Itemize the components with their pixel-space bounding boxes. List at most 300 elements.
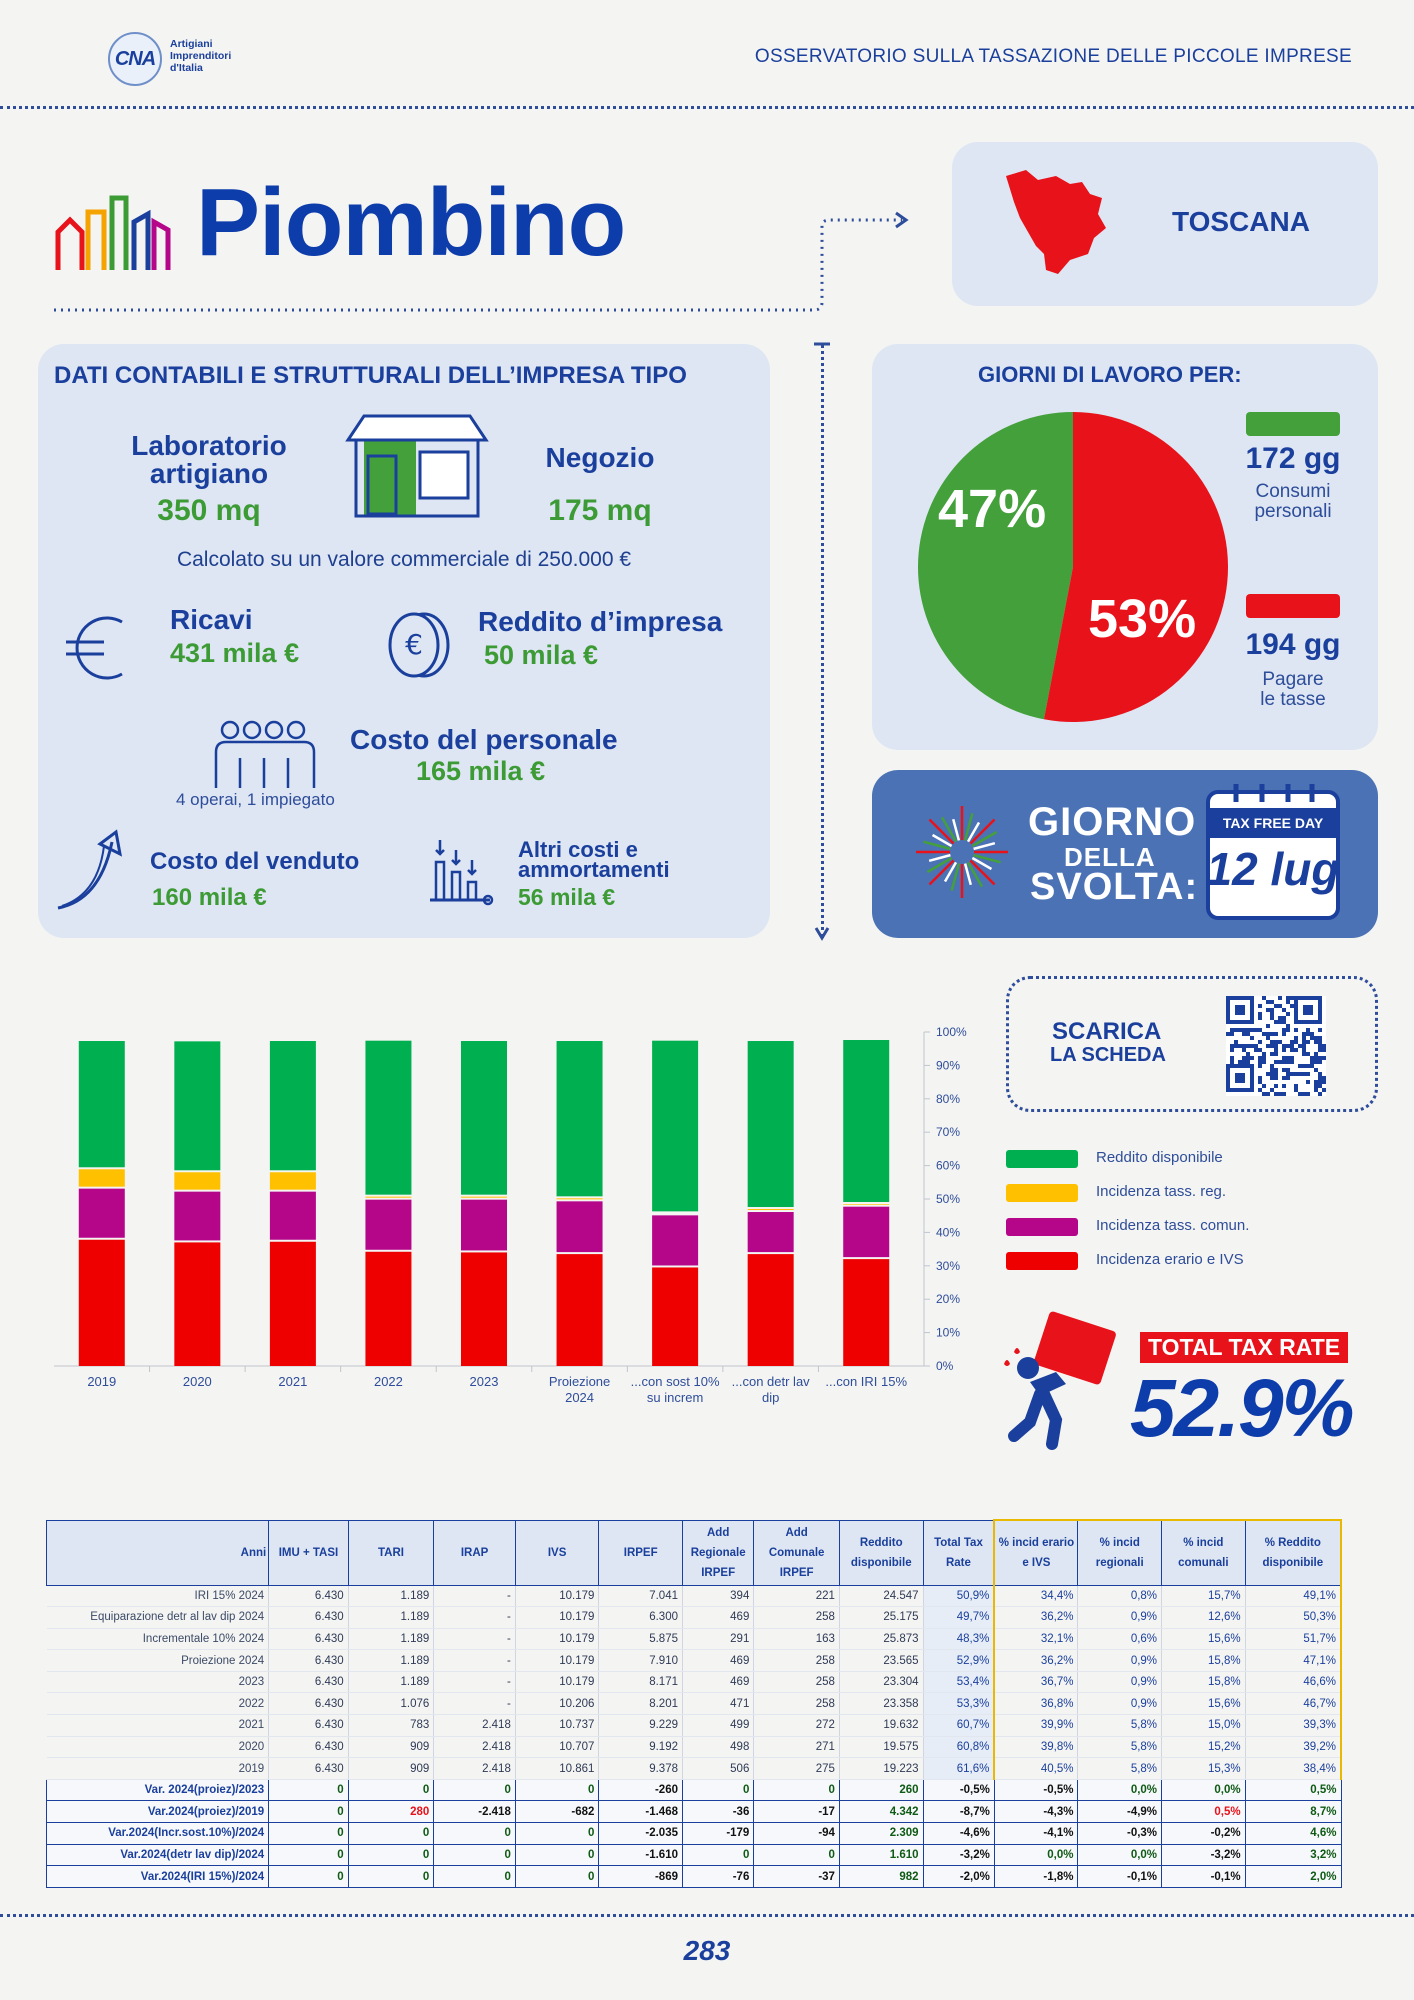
qr-module xyxy=(1226,1032,1230,1036)
table-cell: - xyxy=(434,1585,516,1607)
table-cell: 2021 xyxy=(47,1715,269,1737)
svg-text:€: € xyxy=(405,628,423,661)
qr-module xyxy=(1270,1068,1274,1072)
table-cell: 0 xyxy=(434,1866,516,1888)
table-cell: 53,3% xyxy=(923,1693,994,1715)
qr-finder-center xyxy=(1235,1073,1245,1083)
qr-module xyxy=(1242,1044,1246,1048)
qr-module xyxy=(1230,1060,1234,1064)
table-cell: 0 xyxy=(348,1844,434,1866)
qr-module xyxy=(1270,1088,1274,1092)
qr-module xyxy=(1258,1012,1262,1016)
logo-subtitle-line: Imprenditori xyxy=(170,50,232,62)
qr-module xyxy=(1278,1040,1282,1044)
y-tick-label: 0% xyxy=(936,1359,954,1373)
table-cell: 15,6% xyxy=(1162,1628,1246,1650)
bar-segment xyxy=(365,1041,411,1195)
qr-module xyxy=(1278,996,1282,1000)
table-cell: 0 xyxy=(269,1801,349,1823)
table-header-cell: % incid erario e IVS xyxy=(994,1520,1078,1585)
qr-module xyxy=(1278,1092,1282,1096)
qr-module xyxy=(1314,1084,1318,1088)
pie-green-percent: 47% xyxy=(938,479,1047,539)
table-cell: 38,4% xyxy=(1245,1758,1341,1780)
qr-module xyxy=(1238,1044,1242,1048)
y-tick-label: 80% xyxy=(936,1091,961,1106)
qr-module xyxy=(1278,1016,1282,1020)
qr-module xyxy=(1298,1072,1302,1076)
qr-module xyxy=(1242,1028,1246,1032)
bar-segment xyxy=(79,1169,125,1186)
table-cell: 469 xyxy=(683,1671,754,1693)
qr-code-icon[interactable] xyxy=(1226,996,1326,1096)
table-header-cell: Total Tax Rate xyxy=(923,1520,994,1585)
table-cell: 15,7% xyxy=(1162,1585,1246,1607)
table-cell: -2,0% xyxy=(923,1866,994,1888)
qr-module xyxy=(1266,1044,1270,1048)
legend-label: Incidenza tass. comun. xyxy=(1096,1217,1250,1234)
table-cell: 61,6% xyxy=(923,1758,994,1780)
qr-module xyxy=(1318,1060,1322,1064)
qr-module xyxy=(1238,1028,1242,1032)
qr-module xyxy=(1322,1056,1326,1060)
table-header-cell: Anni xyxy=(47,1520,269,1585)
table-cell: -0,5% xyxy=(923,1779,994,1801)
logo-subtitle-line: Artigiani xyxy=(170,38,213,50)
qr-module xyxy=(1230,1028,1234,1032)
table-cell: 0,5% xyxy=(1245,1779,1341,1801)
table-cell: -179 xyxy=(683,1823,754,1845)
bar-segment xyxy=(843,1207,889,1257)
table-cell: 6.300 xyxy=(599,1607,683,1629)
qr-module xyxy=(1270,1076,1274,1080)
qr-module xyxy=(1294,1040,1298,1044)
qr-module xyxy=(1246,1044,1250,1048)
bar-segment xyxy=(461,1041,507,1195)
bar-segment xyxy=(461,1200,507,1251)
table-cell: 2.418 xyxy=(434,1715,516,1737)
bar-segment xyxy=(461,1197,507,1198)
qr-module xyxy=(1294,1072,1298,1076)
y-tick-label: 60% xyxy=(936,1158,961,1173)
table-variation-row xyxy=(47,1823,1342,1845)
table-cell: 280 xyxy=(348,1801,434,1823)
qr-module xyxy=(1258,1040,1262,1044)
table-cell: Equiparazione detr al lav dip 2024 xyxy=(47,1607,269,1629)
shop-building-icon xyxy=(344,412,490,520)
red-days-label-line: le tasse xyxy=(1260,689,1326,710)
table-cell: 0,0% xyxy=(994,1844,1078,1866)
table-cell: 6.430 xyxy=(269,1736,349,1758)
qr-module xyxy=(1266,1092,1270,1096)
table-cell: -260 xyxy=(599,1779,683,1801)
table-cell: 4.342 xyxy=(839,1801,923,1823)
qr-module xyxy=(1302,1032,1306,1036)
table-cell: 0 xyxy=(434,1779,516,1801)
bar-segment xyxy=(174,1242,220,1366)
table-variation-row xyxy=(47,1779,1342,1801)
table-cell: 15,8% xyxy=(1162,1671,1246,1693)
qr-module xyxy=(1246,1056,1250,1060)
download-label-2: LA SCHEDA xyxy=(1050,1044,1166,1066)
table-header-cell: IRAP xyxy=(434,1520,516,1585)
qr-module xyxy=(1318,1084,1322,1088)
qr-module xyxy=(1258,1064,1262,1068)
legend-swatch xyxy=(1006,1184,1078,1202)
other-costs-label-line: Altri costi e xyxy=(518,837,638,862)
table-cell: 19.632 xyxy=(839,1715,923,1737)
table-header-cell: IMU + TASI xyxy=(269,1520,349,1585)
qr-module xyxy=(1318,1044,1322,1048)
table-cell: -869 xyxy=(599,1866,683,1888)
table-cell: 2.309 xyxy=(839,1823,923,1845)
qr-module xyxy=(1266,1032,1270,1036)
table-cell: 46,6% xyxy=(1245,1671,1341,1693)
qr-module xyxy=(1306,1032,1310,1036)
table-cell: 258 xyxy=(754,1650,840,1672)
qr-module xyxy=(1322,1080,1326,1084)
work-days-title: GIORNI DI LAVORO PER: xyxy=(978,362,1242,387)
bar-segment xyxy=(365,1252,411,1366)
table-cell: 0,5% xyxy=(1162,1801,1246,1823)
qr-module xyxy=(1302,1052,1306,1056)
red-swatch xyxy=(1246,594,1340,618)
table-cell: 0 xyxy=(683,1844,754,1866)
table-cell: 10.179 xyxy=(515,1650,599,1672)
table-cell: 12,6% xyxy=(1162,1607,1246,1629)
table-cell: 8,7% xyxy=(1245,1801,1341,1823)
other-costs-label-line: ammortamenti xyxy=(518,857,670,882)
euro-coin-icon xyxy=(384,610,450,680)
qr-module xyxy=(1286,1076,1290,1080)
legend-swatch xyxy=(1006,1252,1078,1270)
table-cell: 36,2% xyxy=(994,1607,1078,1629)
income-value: 50 mila € xyxy=(484,640,599,670)
qr-module xyxy=(1270,1000,1274,1004)
bar-segment xyxy=(461,1252,507,1366)
table-cell: Var.2024(proiez)/2019 xyxy=(47,1801,269,1823)
qr-module xyxy=(1282,1028,1286,1032)
qr-module xyxy=(1230,1032,1234,1036)
table-cell: 15,3% xyxy=(1162,1758,1246,1780)
table-variation-row xyxy=(47,1844,1342,1866)
qr-module xyxy=(1266,1036,1270,1040)
qr-module xyxy=(1282,1048,1286,1052)
table-cell: 10.707 xyxy=(515,1736,599,1758)
table-row xyxy=(47,1758,1342,1780)
table-cell: -17 xyxy=(754,1801,840,1823)
qr-module xyxy=(1286,1060,1290,1064)
qr-module xyxy=(1282,1084,1286,1088)
table-cell: IRI 15% 2024 xyxy=(47,1585,269,1607)
qr-module xyxy=(1246,1060,1250,1064)
table-variation-row xyxy=(47,1866,1342,1888)
total-tax-rate-value: 52.9% xyxy=(1130,1363,1353,1454)
table-cell: 7.910 xyxy=(599,1650,683,1672)
bar-segment xyxy=(843,1204,889,1205)
qr-module xyxy=(1278,1060,1282,1064)
table-row xyxy=(47,1693,1342,1715)
bar-segment xyxy=(557,1198,603,1199)
qr-module xyxy=(1270,1040,1274,1044)
qr-module xyxy=(1262,1032,1266,1036)
x-tick-label: su increm xyxy=(646,1390,704,1405)
table-cell: 0 xyxy=(348,1866,434,1888)
other-costs-label xyxy=(518,837,670,882)
qr-module xyxy=(1314,1056,1318,1060)
qr-module xyxy=(1278,1004,1282,1008)
x-tick-label: 2024 xyxy=(565,1390,595,1405)
vertical-divider-caps xyxy=(812,340,832,944)
table-cell: - xyxy=(434,1693,516,1715)
table-cell: 2.418 xyxy=(434,1736,516,1758)
lab-value: 350 mq xyxy=(157,494,261,527)
costs-chart-icon xyxy=(426,836,496,906)
table-cell: 40,5% xyxy=(994,1758,1078,1780)
table-cell: 60,8% xyxy=(923,1736,994,1758)
table-cell: 10.861 xyxy=(515,1758,599,1780)
qr-module xyxy=(1274,1084,1278,1088)
table-cell: -4,6% xyxy=(923,1823,994,1845)
qr-module xyxy=(1286,1068,1290,1072)
table-cell: 0,6% xyxy=(1078,1628,1162,1650)
table-cell: 7.041 xyxy=(599,1585,683,1607)
lab-label-line: artigiano xyxy=(149,458,269,489)
table-cell: 982 xyxy=(839,1866,923,1888)
qr-module xyxy=(1274,1060,1278,1064)
table-cell: 498 xyxy=(683,1736,754,1758)
table-cell: 9.192 xyxy=(599,1736,683,1758)
qr-module xyxy=(1286,1000,1290,1004)
table-cell: Incrementale 10% 2024 xyxy=(47,1628,269,1650)
qr-module xyxy=(1274,1072,1278,1076)
qr-module xyxy=(1274,1092,1278,1096)
table-cell: 0 xyxy=(269,1844,349,1866)
qr-module xyxy=(1266,1024,1270,1028)
qr-module xyxy=(1314,1060,1318,1064)
qr-module xyxy=(1314,1036,1318,1040)
qr-module xyxy=(1310,1064,1314,1068)
total-tax-rate-label: TOTAL TAX RATE xyxy=(1140,1332,1348,1363)
bar-segment xyxy=(270,1041,316,1170)
qr-module xyxy=(1274,1052,1278,1056)
table-cell: 15,0% xyxy=(1162,1715,1246,1737)
bar-segment xyxy=(174,1172,220,1189)
legend-label: Reddito disponibile xyxy=(1096,1149,1223,1166)
table-cell: Var.2024(IRI 15%)/2024 xyxy=(47,1866,269,1888)
table-variation-row xyxy=(47,1801,1342,1823)
lab-label xyxy=(104,432,314,488)
table-cell: 1.076 xyxy=(348,1693,434,1715)
table-cell: 271 xyxy=(754,1736,840,1758)
table-header-cell: TARI xyxy=(348,1520,434,1585)
qr-module xyxy=(1282,1016,1286,1020)
table-row xyxy=(47,1736,1342,1758)
y-tick-label: 30% xyxy=(936,1258,961,1273)
qr-module xyxy=(1274,1032,1278,1036)
staff-value: 165 mila € xyxy=(416,756,546,786)
table-cell: 10.179 xyxy=(515,1607,599,1629)
table-header-cell: IRPEF xyxy=(599,1520,683,1585)
staff-people-icon xyxy=(212,718,320,790)
x-tick-label: 2023 xyxy=(469,1374,499,1389)
calendar-rings xyxy=(1226,782,1322,804)
table-cell: Proiezione 2024 xyxy=(47,1650,269,1672)
table-cell: 9.378 xyxy=(599,1758,683,1780)
table-cell: 260 xyxy=(839,1779,923,1801)
legend-label: Incidenza tass. reg. xyxy=(1096,1183,1227,1200)
bar-segment xyxy=(79,1189,125,1238)
x-tick-label: 2020 xyxy=(182,1374,212,1389)
qr-module xyxy=(1270,1032,1274,1036)
bar-segment xyxy=(843,1040,889,1202)
table-cell: 36,2% xyxy=(994,1650,1078,1672)
qr-module xyxy=(1270,1064,1274,1068)
tax-free-day-word-3: SVOLTA: xyxy=(1030,866,1199,908)
qr-module xyxy=(1266,1000,1270,1004)
table-cell: 272 xyxy=(754,1715,840,1737)
x-tick-label: dip xyxy=(761,1390,780,1405)
table-cell: 1.189 xyxy=(348,1650,434,1672)
table-cell: - xyxy=(434,1650,516,1672)
table-header-cell: % Reddito disponibile xyxy=(1245,1520,1341,1585)
table-cell: 15,6% xyxy=(1162,1693,1246,1715)
table-row xyxy=(47,1715,1342,1737)
qr-module xyxy=(1266,1072,1270,1076)
qr-module xyxy=(1242,1032,1246,1036)
qr-module xyxy=(1250,1056,1254,1060)
bar-segment xyxy=(748,1212,794,1252)
table-cell: 15,2% xyxy=(1162,1736,1246,1758)
qr-finder-center xyxy=(1303,1005,1313,1015)
legend-swatch xyxy=(1006,1218,1078,1236)
table-cell: 1.189 xyxy=(348,1671,434,1693)
staff-note: 4 operai, 1 impiegato xyxy=(176,790,335,809)
table-cell: -36 xyxy=(683,1801,754,1823)
table-cell: -0,5% xyxy=(994,1779,1078,1801)
qr-module xyxy=(1314,1088,1318,1092)
table-cell: 23.304 xyxy=(839,1671,923,1693)
green-days-label xyxy=(1226,482,1360,522)
table-cell: 23.358 xyxy=(839,1693,923,1715)
table-header-cell: Add Regionale IRPEF xyxy=(683,1520,754,1585)
table-cell: 52,9% xyxy=(923,1650,994,1672)
qr-module xyxy=(1230,1048,1234,1052)
qr-module xyxy=(1274,1076,1278,1080)
qr-module xyxy=(1242,1060,1246,1064)
table-cell: 48,3% xyxy=(923,1628,994,1650)
x-tick-label: ...con IRI 15% xyxy=(825,1374,908,1389)
qr-module xyxy=(1306,1092,1310,1096)
bar-segment xyxy=(79,1041,125,1167)
table-cell: 0 xyxy=(515,1844,599,1866)
table-cell: 24.547 xyxy=(839,1585,923,1607)
table-cell: 6.430 xyxy=(269,1628,349,1650)
bar-segment xyxy=(557,1201,603,1252)
table-cell: 0 xyxy=(434,1823,516,1845)
table-cell: 258 xyxy=(754,1671,840,1693)
qr-module xyxy=(1302,1040,1306,1044)
table-row xyxy=(47,1628,1342,1650)
qr-module xyxy=(1290,1048,1294,1052)
cogs-value: 160 mila € xyxy=(152,884,267,911)
qr-module xyxy=(1250,1036,1254,1040)
table-header-cell: % incid regionali xyxy=(1078,1520,1162,1585)
table-row xyxy=(47,1607,1342,1629)
red-days-label xyxy=(1226,670,1360,710)
table-cell: 0,9% xyxy=(1078,1671,1162,1693)
qr-module xyxy=(1270,1016,1274,1020)
qr-module xyxy=(1290,1072,1294,1076)
qr-module xyxy=(1306,1052,1310,1056)
table-cell: 2019 xyxy=(47,1758,269,1780)
table-cell: -2.035 xyxy=(599,1823,683,1845)
table-cell: -682 xyxy=(515,1801,599,1823)
qr-module xyxy=(1286,1044,1290,1048)
qr-module xyxy=(1278,1020,1282,1024)
table-cell: - xyxy=(434,1628,516,1650)
qr-module xyxy=(1230,1056,1234,1060)
qr-module xyxy=(1286,1072,1290,1076)
table-cell: -8,7% xyxy=(923,1801,994,1823)
cna-logo: CNA xyxy=(108,32,162,86)
table-cell: 19.223 xyxy=(839,1758,923,1780)
qr-module xyxy=(1306,1080,1310,1084)
qr-module xyxy=(1314,1068,1318,1072)
qr-module xyxy=(1266,1008,1270,1012)
revenue-value: 431 mila € xyxy=(170,638,300,668)
pie-red-percent: 53% xyxy=(1088,589,1197,649)
table-cell: 0 xyxy=(269,1823,349,1845)
qr-module xyxy=(1258,1080,1262,1084)
table-cell: 3,2% xyxy=(1245,1844,1341,1866)
table-cell: 2022 xyxy=(47,1693,269,1715)
qr-module xyxy=(1322,1044,1326,1048)
qr-module xyxy=(1262,1084,1266,1088)
qr-module xyxy=(1318,1072,1322,1076)
bar-segment xyxy=(748,1209,794,1210)
table-cell: 163 xyxy=(754,1628,840,1650)
connector-line xyxy=(54,210,914,314)
qr-module xyxy=(1230,1044,1234,1048)
table-cell: -4,9% xyxy=(1078,1801,1162,1823)
table-cell: 50,3% xyxy=(1245,1607,1341,1629)
table-cell: -0,3% xyxy=(1078,1823,1162,1845)
table-cell: 2020 xyxy=(47,1736,269,1758)
qr-module xyxy=(1290,996,1294,1000)
x-tick-label: 2021 xyxy=(278,1374,308,1389)
table-cell: 15,8% xyxy=(1162,1650,1246,1672)
qr-module xyxy=(1262,996,1266,1000)
table-cell: 0,9% xyxy=(1078,1607,1162,1629)
qr-module xyxy=(1270,1044,1274,1048)
table-cell: Var.2024(Incr.sost.10%)/2024 xyxy=(47,1823,269,1845)
table-cell: 783 xyxy=(348,1715,434,1737)
bar-segment xyxy=(365,1197,411,1198)
qr-module xyxy=(1294,1048,1298,1052)
table-cell: 0,9% xyxy=(1078,1650,1162,1672)
revenue-label: Ricavi xyxy=(170,604,253,635)
table-cell: -37 xyxy=(754,1866,840,1888)
table-cell: 39,3% xyxy=(1245,1715,1341,1737)
x-tick-label: 2019 xyxy=(87,1374,117,1389)
calendar-header: TAX FREE DAY xyxy=(1206,808,1340,838)
table-cell: 19.575 xyxy=(839,1736,923,1758)
qr-module xyxy=(1258,1088,1262,1092)
table-cell: -1.468 xyxy=(599,1801,683,1823)
qr-module xyxy=(1270,1012,1274,1016)
qr-module xyxy=(1302,1064,1306,1068)
